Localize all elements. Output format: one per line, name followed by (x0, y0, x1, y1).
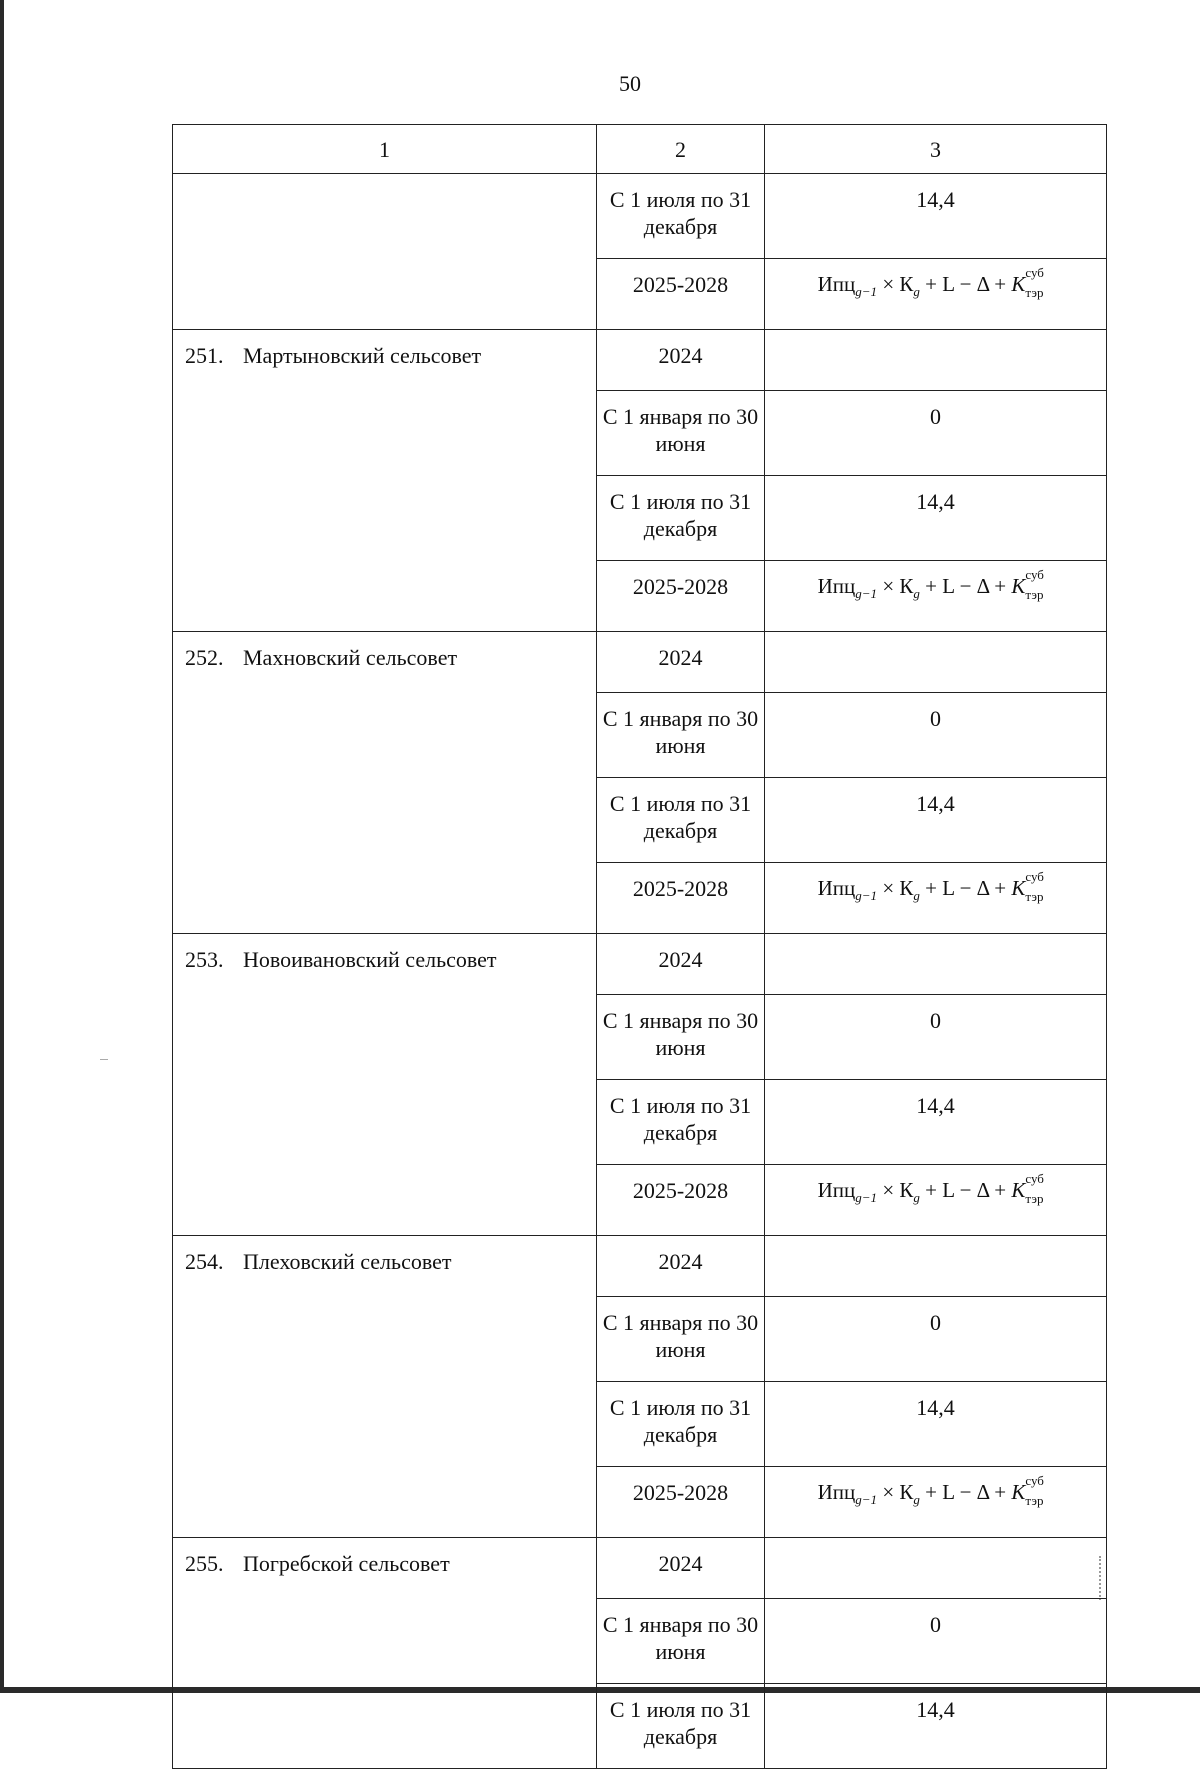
table-row (173, 174, 1107, 259)
period-cell: С 1 июля по 31 декабря (597, 476, 765, 561)
value-cell: 0 (765, 391, 1107, 476)
value-cell (765, 1538, 1107, 1599)
value-cell: 14,4 (765, 1382, 1107, 1467)
value-cell: 14,4 (765, 1080, 1107, 1165)
period-cell: С 1 января по 30 июня (597, 693, 765, 778)
settlement-name: Погребской сельсовет (243, 1551, 450, 1576)
formula-cell (765, 1467, 1107, 1538)
settlement-name: Мартыновский сельсовет (243, 343, 482, 368)
value-cell: 14,4 (765, 476, 1107, 561)
row-number: 252. (185, 645, 224, 670)
settlement-name: Плеховский сельсовет (243, 1249, 452, 1274)
period-cell: С 1 июля по 31 декабря (597, 778, 765, 863)
formula-cell (765, 1165, 1107, 1236)
table-row (173, 330, 1107, 391)
period-cell: С 1 января по 30 июня (597, 1599, 765, 1684)
table-row (173, 1538, 1107, 1599)
settlement-cell (173, 1538, 597, 1769)
period-cell: 2024 (597, 330, 765, 391)
period-cell: С 1 января по 30 июня (597, 391, 765, 476)
settlement-cell (173, 1236, 597, 1538)
period-cell: 2025-2028 (597, 561, 765, 632)
value-cell (765, 934, 1107, 995)
column-header-1: 1 (173, 125, 597, 174)
period-cell: С 1 июля по 31 декабря (597, 174, 765, 259)
row-number: 255. (185, 1551, 224, 1576)
value-cell (765, 330, 1107, 391)
period-cell: 2025-2028 (597, 259, 765, 330)
formula-cell (765, 561, 1107, 632)
column-header-3: 3 (765, 125, 1107, 174)
scan-artifact (100, 1059, 108, 1060)
period-cell: С 1 января по 30 июня (597, 1297, 765, 1382)
formula: $Ипц_{g-1} \times К_g + L - \Delta + K$ суб тэр (817, 567, 1044, 602)
period-cell: 2024 (597, 632, 765, 693)
table-row (173, 632, 1107, 693)
value-cell (765, 632, 1107, 693)
period-cell: С 1 июля по 31 декабря (597, 1684, 765, 1769)
formula: $Ипц_{g-1} \times К_g + L - \Delta + K$ суб тэр (817, 265, 1044, 300)
table-header-row (173, 125, 1107, 174)
column-header-2: 2 (597, 125, 765, 174)
period-cell: С 1 января по 30 июня (597, 995, 765, 1080)
period-cell: С 1 июля по 31 декабря (597, 1080, 765, 1165)
period-cell: 2024 (597, 1236, 765, 1297)
tariff-table (172, 124, 1107, 1769)
value-cell: 14,4 (765, 1684, 1107, 1769)
formula-cell (765, 863, 1107, 934)
value-cell: 0 (765, 693, 1107, 778)
settlement-name: Новоивановский сельсовет (243, 947, 497, 972)
period-cell: С 1 июля по 31 декабря (597, 1382, 765, 1467)
row-number: 251. (185, 343, 224, 368)
period-cell: 2025-2028 (597, 863, 765, 934)
settlement-cell (173, 632, 597, 934)
formula: $Ипц_{g-1} \times К_g + L - \Delta + K$ суб тэр (817, 869, 1044, 904)
settlement-cell-empty (173, 174, 597, 330)
value-cell (765, 1236, 1107, 1297)
value-cell: 0 (765, 995, 1107, 1080)
row-number: 254. (185, 1249, 224, 1274)
scan-edge-left (0, 0, 4, 1693)
period-cell: 2024 (597, 934, 765, 995)
formula: $Ипц_{g-1} \times К_g + L - \Delta + K$ суб тэр (817, 1171, 1044, 1206)
settlement-cell (173, 934, 597, 1236)
formula: $Ипц_{g-1} \times К_g + L - \Delta + K$ суб тэр (817, 1473, 1044, 1508)
value-cell: 0 (765, 1599, 1107, 1684)
settlement-cell (173, 330, 597, 632)
table-row (173, 934, 1107, 995)
value-cell: 0 (765, 1297, 1107, 1382)
formula-cell (765, 259, 1107, 330)
table-row (173, 1236, 1107, 1297)
page-number: 50 (619, 71, 641, 96)
period-cell: 2024 (597, 1538, 765, 1599)
row-number: 253. (185, 947, 224, 972)
period-cell: 2025-2028 (597, 1165, 765, 1236)
period-cell: 2025-2028 (597, 1467, 765, 1538)
settlement-name: Махновский сельсовет (243, 645, 458, 670)
value-cell: 14,4 (765, 778, 1107, 863)
value-cell: 14,4 (765, 174, 1107, 259)
